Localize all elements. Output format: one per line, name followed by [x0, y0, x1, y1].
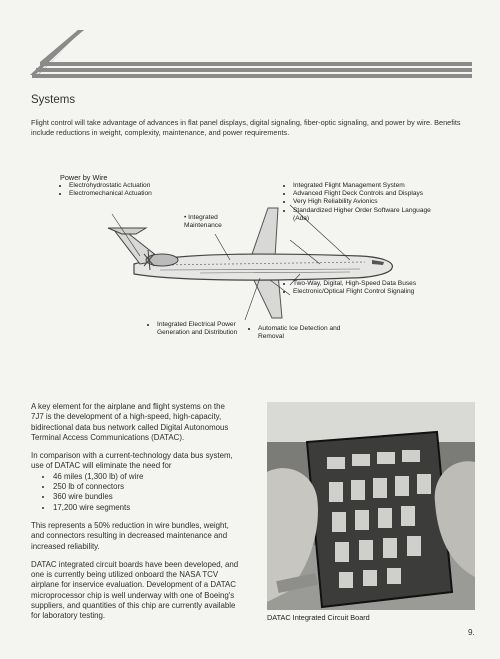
section-title: Systems — [31, 94, 76, 106]
electrical-power-label: • Integrated Electrical Power Generation and Distribution — [148, 321, 238, 337]
header-stripes-graphic — [0, 0, 500, 90]
paragraph-development: DATAC integrated circuit boards have been developed, and one is currently being utilized onboard the NASA TCV airplane for inservice evaluation. Development of a DATAC microprocessor chip is well underway with one of Boeing's suppliers, and quantities of this chip are currently available for laboratory testing. — [31, 559, 239, 621]
integrated-maintenance-label: • Integrated Maintenance — [184, 214, 222, 230]
avionics-item: • Integrated Flight Management System — [293, 182, 434, 190]
ice-detection-label: • Automatic Ice Detection and Removal — [249, 325, 349, 341]
savings-item: • 250 lb of connectors — [53, 482, 239, 492]
circuit-board-photo — [267, 402, 475, 610]
power-by-wire-item: • Electromechanical Actuation — [69, 190, 152, 198]
data-bus-item: • Two-Way, Digital, High-Speed Data Buses — [293, 280, 434, 288]
power-by-wire-title: Power by Wire — [60, 173, 108, 182]
avionics-item: • Very High Reliability Avionics — [293, 198, 434, 206]
data-bus-item: • Electronic/Optical Flight Control Signaling — [293, 288, 434, 296]
page-number: 9. — [468, 628, 475, 637]
avionics-item: • Advanced Flight Deck Controls and Displays — [293, 190, 434, 198]
paragraph-comparison: In comparison with a current-technology data bus system, use of DATAC will eliminate the need for — [31, 451, 233, 471]
savings-item: • 360 wire bundles — [53, 492, 239, 502]
paragraph-datac-intro: A key element for the airplane and flight systems on the 7J7 is the development of a high-speed, high-capacity, bidirectional data bus network called Digital Autonomous Terminal Access Communications (DATAC). — [31, 402, 229, 442]
savings-item: • 46 miles (1,300 lb) of wire — [53, 472, 239, 482]
power-by-wire-item: • Electrohydrostatic Actuation — [69, 182, 152, 190]
bullet-dot: • — [184, 214, 189, 221]
circuit-board-image — [267, 402, 475, 610]
avionics-item: • Standardized Higher Order Software Language (Ada) — [293, 207, 434, 223]
savings-item: • 17,200 wire segments — [53, 503, 239, 513]
intro-paragraph: Flight control will take advantage of advances in flat panel displays, digital signaling, fiber-optic signaling, and power by wire. Benefits include reductions in weight, complexity, maintenance, and power requirements. — [31, 118, 461, 137]
airplane-illustration — [100, 190, 400, 330]
body-column — [31, 402, 239, 622]
photo-caption: DATAC Integrated Circuit Board — [267, 613, 370, 622]
paragraph-reduction: This represents a 50% reduction in wire bundles, weight, and connectors resulting in decreased maintenance and increased reliability. — [31, 520, 229, 551]
